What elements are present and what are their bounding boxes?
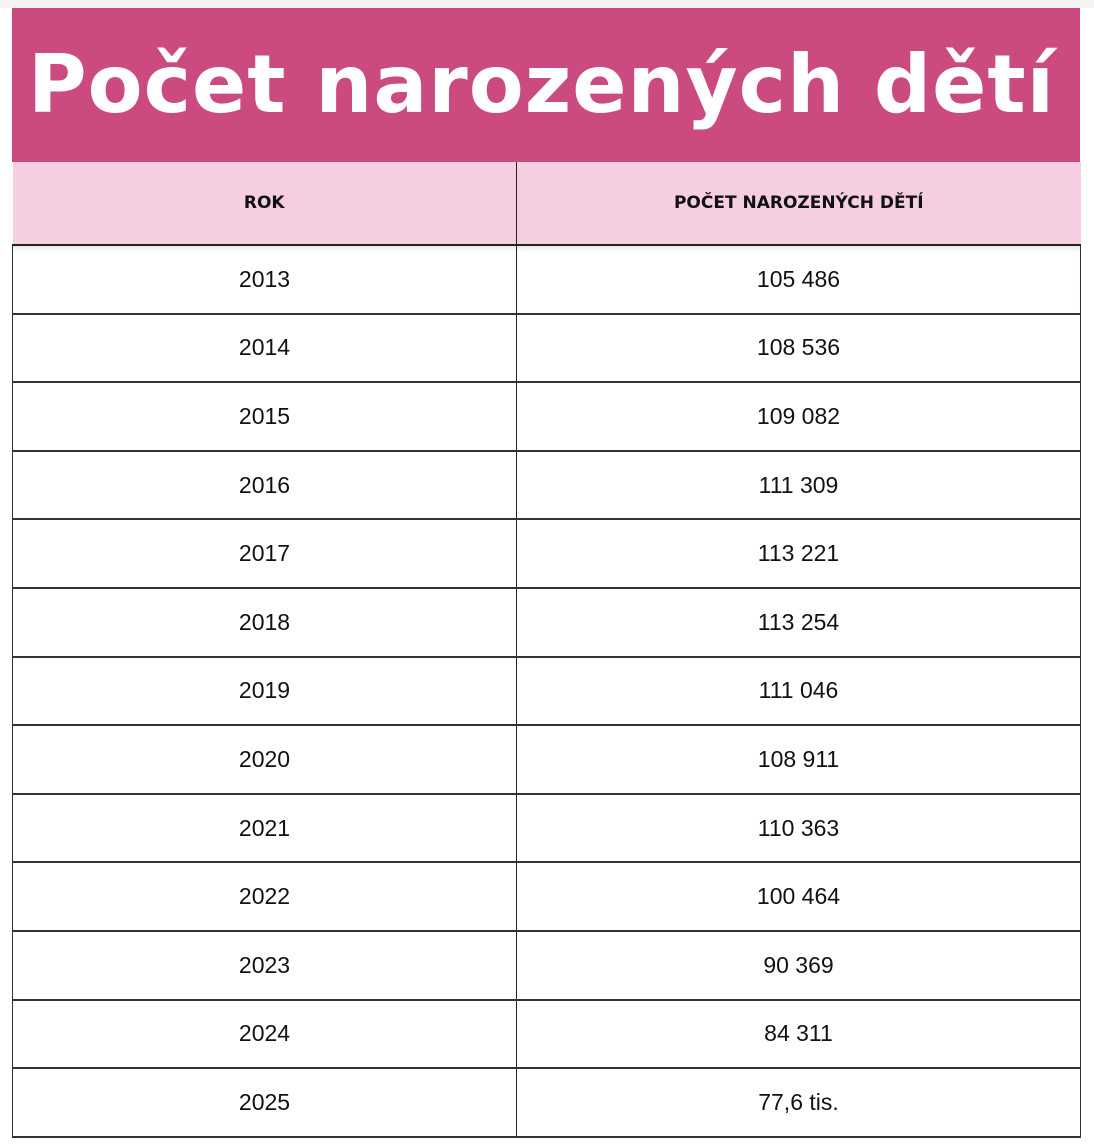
births-cell: 108 536 xyxy=(517,314,1081,383)
year-cell: 2025 xyxy=(13,1068,517,1137)
table-row xyxy=(13,382,1081,451)
births-table-document xyxy=(12,8,1080,1138)
table-row xyxy=(13,794,1081,863)
year-cell: 2022 xyxy=(13,862,517,931)
table-row xyxy=(13,451,1081,520)
year-cell: 2020 xyxy=(13,725,517,794)
table-header-row xyxy=(13,162,1081,245)
title-banner xyxy=(12,8,1080,162)
year-cell: 2015 xyxy=(13,382,517,451)
year-cell: 2013 xyxy=(13,245,517,314)
births-cell: 84 311 xyxy=(517,1000,1081,1069)
births-cell: 110 363 xyxy=(517,794,1081,863)
year-cell: 2023 xyxy=(13,931,517,1000)
year-cell: 2014 xyxy=(13,314,517,383)
births-cell: 90 369 xyxy=(517,931,1081,1000)
year-cell: 2017 xyxy=(13,519,517,588)
births-cell: 77,6 tis. xyxy=(517,1068,1081,1137)
table-row xyxy=(13,245,1081,314)
births-table xyxy=(12,162,1081,1138)
births-cell: 109 082 xyxy=(517,382,1081,451)
table-row xyxy=(13,1000,1081,1069)
column-header-year: ROK xyxy=(13,162,517,245)
column-header-births: POČET NAROZENÝCH DĚTÍ xyxy=(517,162,1081,245)
year-cell: 2021 xyxy=(13,794,517,863)
table-row xyxy=(13,931,1081,1000)
births-cell: 113 254 xyxy=(517,588,1081,657)
births-cell: 113 221 xyxy=(517,519,1081,588)
table-row xyxy=(13,1068,1081,1137)
births-cell: 105 486 xyxy=(517,245,1081,314)
year-cell: 2016 xyxy=(13,451,517,520)
page-title: Počet narozených dětí xyxy=(28,38,1056,131)
table-row xyxy=(13,519,1081,588)
year-cell: 2018 xyxy=(13,588,517,657)
table-row xyxy=(13,314,1081,383)
table-row xyxy=(13,588,1081,657)
births-cell: 100 464 xyxy=(517,862,1081,931)
year-cell: 2024 xyxy=(13,1000,517,1069)
births-cell: 111 046 xyxy=(517,657,1081,726)
births-cell: 108 911 xyxy=(517,725,1081,794)
year-cell: 2019 xyxy=(13,657,517,726)
table-row xyxy=(13,725,1081,794)
table-row xyxy=(13,657,1081,726)
top-strip xyxy=(0,0,1094,8)
table-row xyxy=(13,862,1081,931)
births-cell: 111 309 xyxy=(517,451,1081,520)
